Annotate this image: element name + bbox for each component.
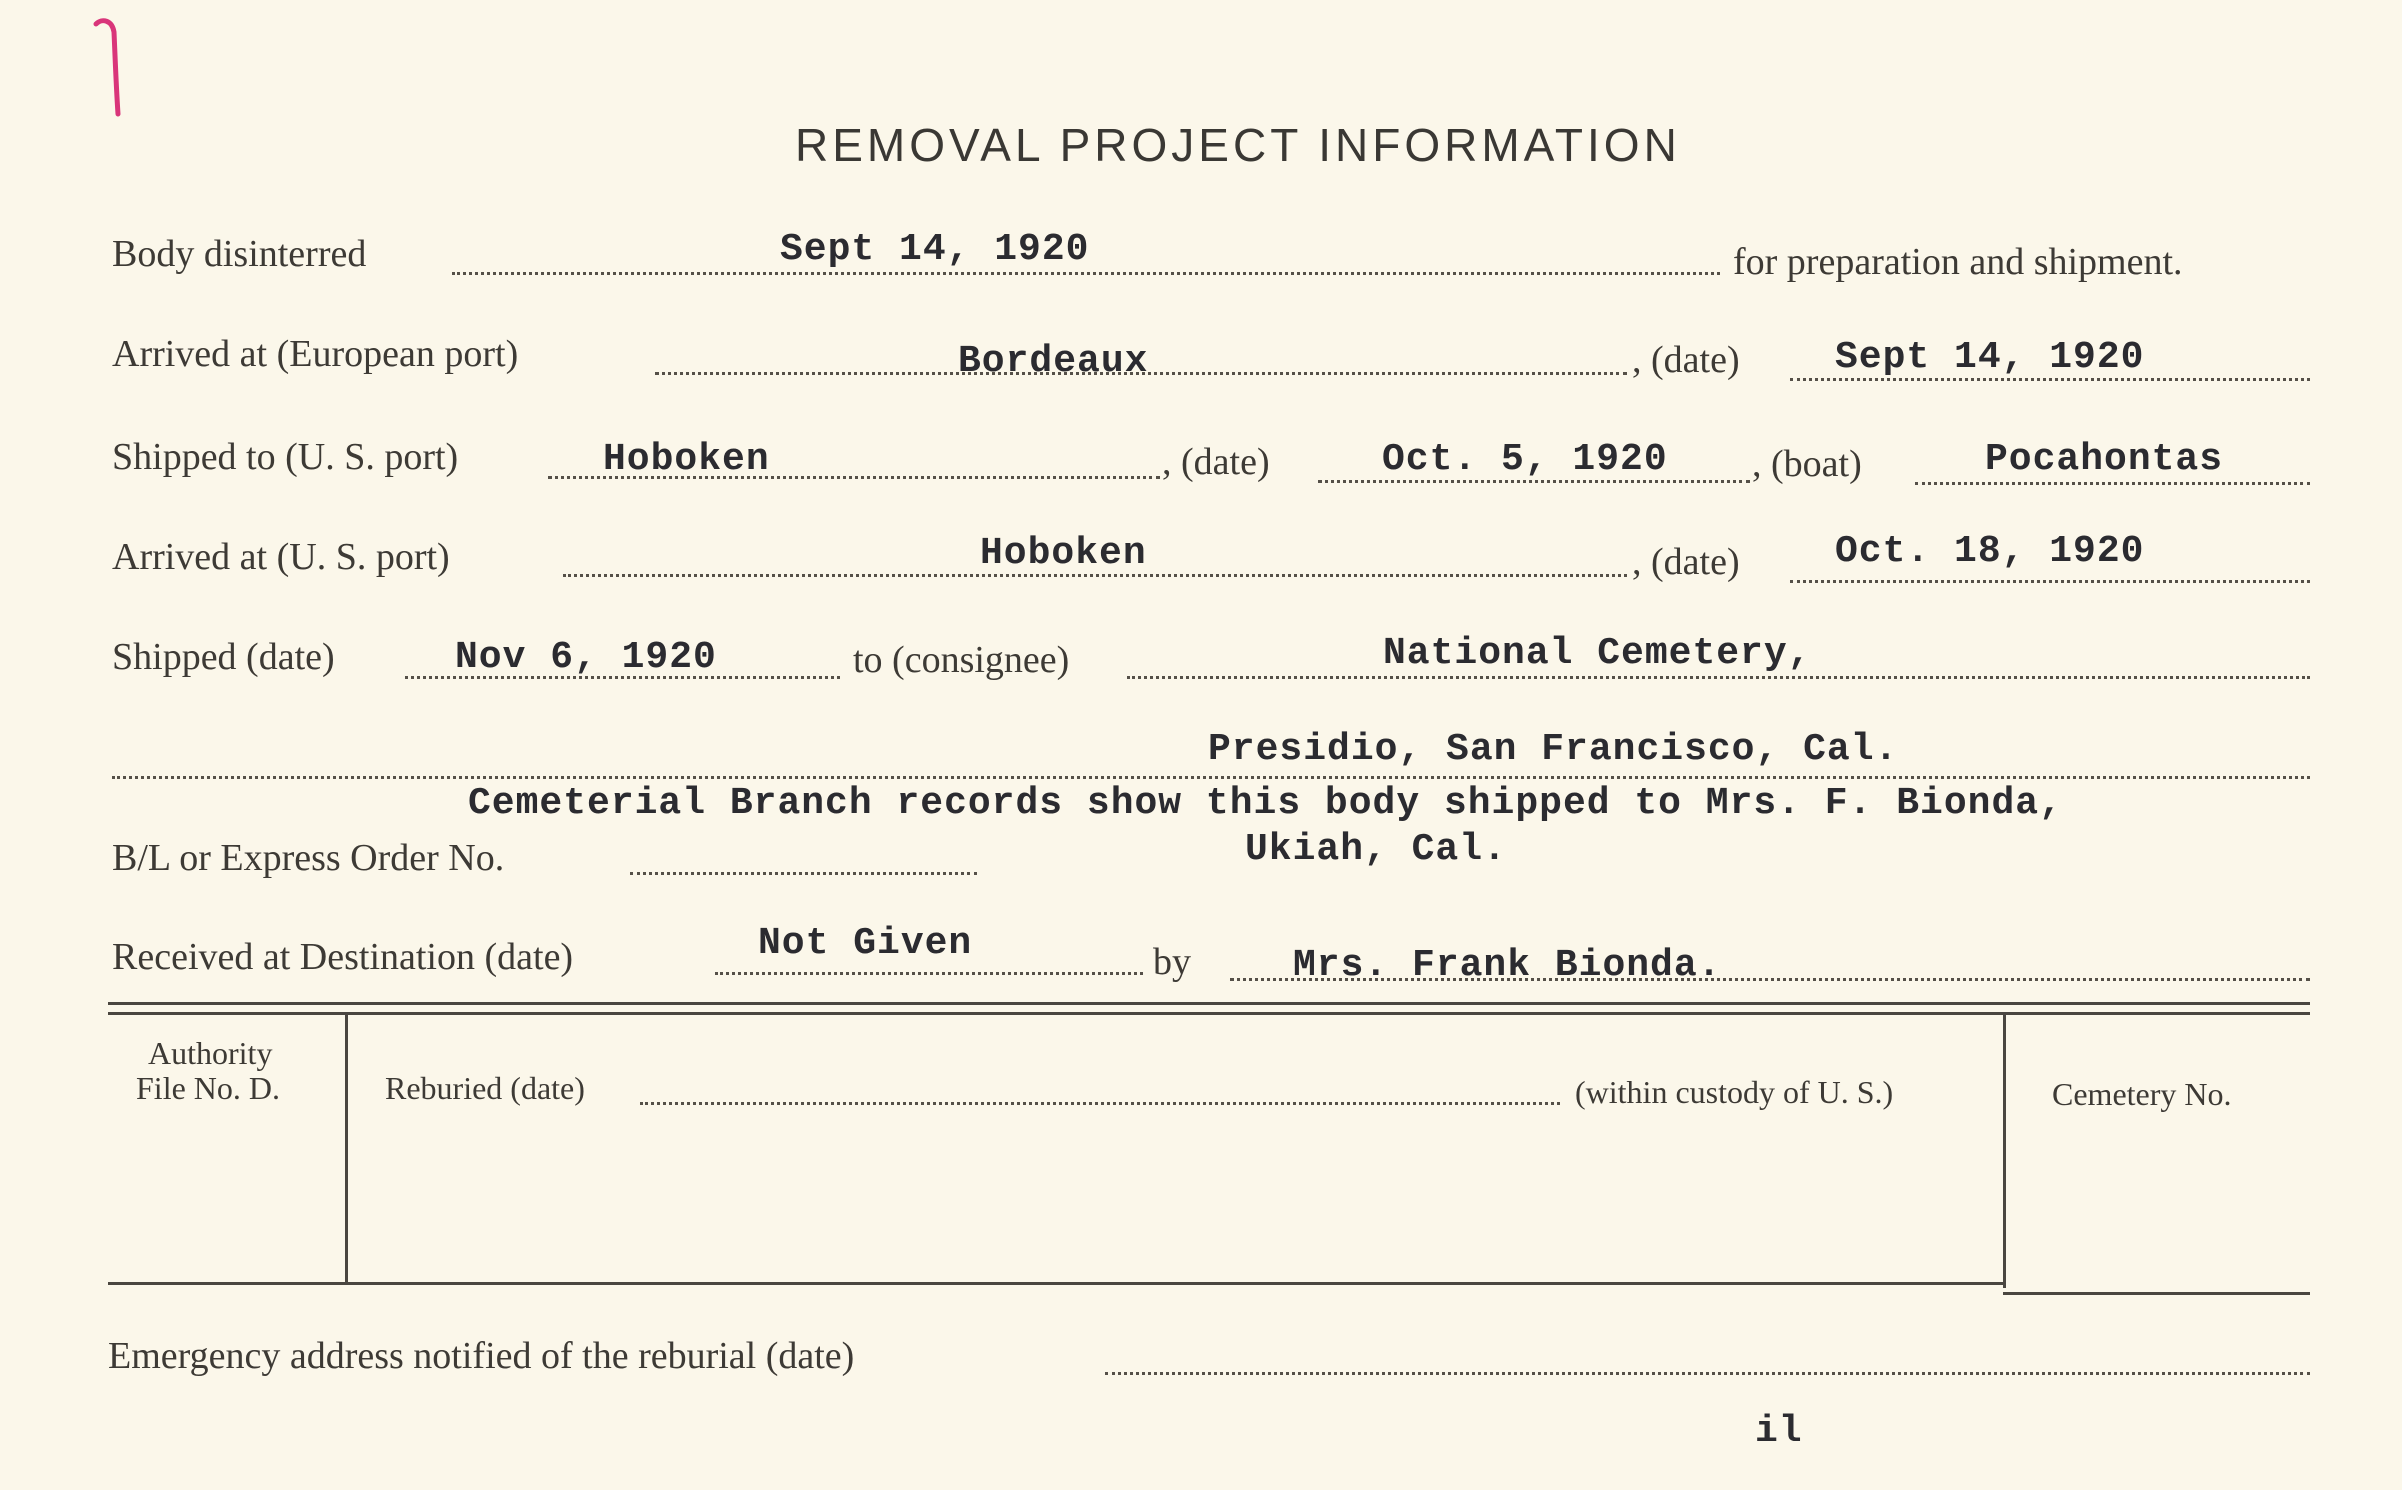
consignee-line [1127, 676, 2310, 679]
emergency-label: Emergency address notified of the reburial (date) [108, 1335, 855, 1377]
cemeterial-note-line2: Ukiah, Cal. [1245, 828, 1507, 871]
bl-line [630, 872, 977, 875]
consignee-label: to (consignee) [853, 639, 1070, 681]
pen-mark [88, 14, 128, 124]
shipped-us-date-label: , (date) [1162, 441, 1270, 483]
arrived-us-date-label: , (date) [1632, 541, 1740, 583]
shipped-us-boat-line [1915, 482, 2310, 485]
shipped-us-boat-label: , (boat) [1752, 443, 1862, 485]
disinterred-value: Sept 14, 1920 [780, 228, 1090, 271]
received-by-label: by [1153, 941, 1191, 983]
arrived-european-date-value: Sept 14, 1920 [1835, 336, 2145, 379]
page-title: REMOVAL PROJECT INFORMATION [795, 119, 1681, 171]
shipped-us-label: Shipped to (U. S. port) [112, 436, 459, 478]
disinterred-label: Body disinterred [112, 233, 367, 275]
consignee-value: National Cemetery, [1383, 632, 1812, 675]
arrived-european-label: Arrived at (European port) [112, 333, 519, 375]
separator-rule-top [108, 1002, 2310, 1005]
custody-label: (within custody of U. S.) [1575, 1074, 1894, 1110]
shipped-date-label: Shipped (date) [112, 636, 335, 678]
shipped-us-value: Hoboken [603, 438, 770, 481]
box-divider-left [345, 1014, 348, 1282]
arrived-us-value: Hoboken [980, 532, 1147, 575]
received-line [715, 972, 1143, 975]
cemeterial-note-line1: Cemeterial Branch records show this body shipped to Mrs. F. Bionda, [468, 782, 2063, 825]
box-divider-right [2003, 1014, 2006, 1288]
separator-rule-bottom [108, 1012, 2310, 1015]
shipped-us-boat-value: Pocahontas [1985, 438, 2224, 481]
reburied-label: Reburied (date) [385, 1070, 585, 1106]
arrived-european-date-label: , (date) [1632, 339, 1740, 381]
disinterred-line [452, 272, 1720, 275]
received-label: Received at Destination (date) [112, 936, 574, 978]
emergency-line [1105, 1372, 2310, 1375]
box-bottom-rule-left [108, 1282, 2006, 1285]
disinterred-suffix: for preparation and shipment. [1733, 241, 2183, 283]
shipped-us-date-value: Oct. 5, 1920 [1382, 438, 1668, 481]
arrived-us-date-value: Oct. 18, 1920 [1835, 530, 2145, 573]
arrived-us-label: Arrived at (U. S. port) [112, 536, 450, 578]
arrived-us-date-line [1790, 580, 2310, 583]
bl-label: B/L or Express Order No. [112, 837, 505, 879]
box-bottom-rule-right [2003, 1292, 2310, 1295]
authority-label-line2: File No. D. [136, 1070, 280, 1106]
received-by-value: Mrs. Frank Bionda. [1293, 944, 1722, 987]
consignee-value-line2: Presidio, San Francisco, Cal. [1208, 728, 1899, 771]
footer-code: il [1755, 1410, 1803, 1453]
cemetery-no-label: Cemetery No. [2052, 1076, 2232, 1112]
received-value: Not Given [758, 922, 973, 965]
reburied-line [640, 1102, 1560, 1105]
authority-label-line1: Authority [148, 1035, 273, 1071]
shipped-date-value: Nov 6, 1920 [455, 636, 717, 679]
arrived-european-value: Bordeaux [958, 340, 1149, 383]
consignee-line-2 [112, 776, 2310, 779]
